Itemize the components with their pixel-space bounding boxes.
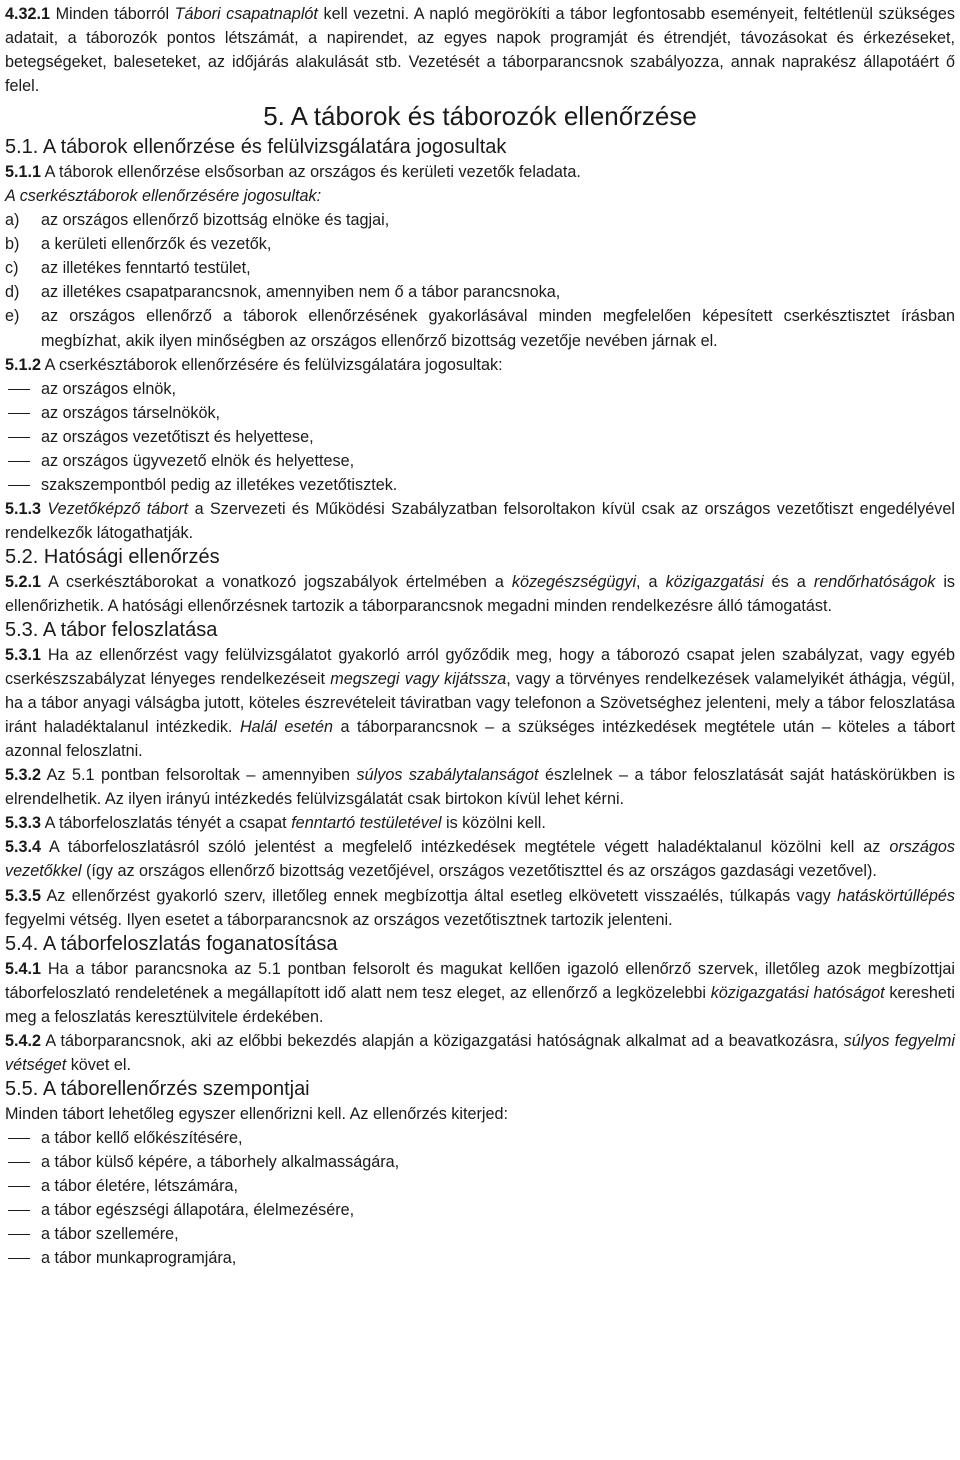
list-item-text: a tábor életére, létszámára, xyxy=(41,1176,239,1195)
list-item-text: a kerületi ellenőrzők és vezetők, xyxy=(41,235,272,254)
paragraph-5-1-2: 5.1.2 A cserkésztáborok ellenőrzésére és felülvizsgálatára jogosultak: xyxy=(5,355,503,374)
section-number: 4.32.1 xyxy=(5,5,51,23)
list-item xyxy=(5,1198,955,1222)
paragraph-5-2-1: 5.2.1 A cserkésztáborokat a vonatkozó jogszabályok értelmében a közegészségügyi, a közigazgatási és a rendőrhatóságok is ellenőrizhetik. A hatósági ellenőrzésnek tartozik a táborparancsnok megadni minden rendelkezésre álló támogatást. xyxy=(5,572,956,615)
paragraph-5-3-3: 5.3.3 A táborfeloszlatás tényét a csapat fenntartó testületével is közölni kell. xyxy=(5,814,546,833)
list-marker: c) xyxy=(5,259,19,278)
list-item xyxy=(5,1126,955,1150)
emphasis: Vezetőképző tábort xyxy=(47,499,189,518)
list-item-text: az illetékes fenntartó testület, xyxy=(41,259,251,278)
dash-marker xyxy=(5,473,41,497)
paragraph-5-3-2: 5.3.2 Az 5.1 pontban felsoroltak – amennyiben súlyos szabálytalanságot észlelnek – a tábor feloszlatását saját hatáskörükben is elrendelhetik. Az ilyen irányú intézkedés felülvizsgálatát csak birtokon kívül lehet kérni. xyxy=(5,766,956,809)
paragraph-5-3-5: 5.3.5 Az ellenőrzést gyakorló szerv, illetőleg ennek megbízottja által esetleg elkövetett visszaélés, túlkapás vagy hatáskörtúllépés fegyelmi vétség. Ilyen esetet a táborparancsnok az országos vezetőtisztnek tartozik jelenteni. xyxy=(5,886,955,929)
list-item-text: az országos elnök, xyxy=(41,379,176,398)
section-number: 5.2.1 xyxy=(5,572,42,591)
list-item xyxy=(5,1222,955,1246)
dash-marker xyxy=(5,377,41,401)
emphasis: országos vezetőkkel xyxy=(5,838,955,881)
emphasis: Halál esetén xyxy=(239,718,333,737)
list-item xyxy=(5,256,955,280)
list-item xyxy=(5,1150,955,1174)
section-number: 5.3.1 xyxy=(5,646,42,665)
list-item-text: az országos ügyvezető elnök és helyettese, xyxy=(41,451,355,470)
section-heading-5-5: 5.5. A táborellenőrzés szempontjai xyxy=(5,1077,310,1100)
list-item xyxy=(5,449,955,473)
list-intro: A cserkésztáborok ellenőrzésére jogosultak: xyxy=(5,187,322,206)
paragraph-5-1-3: 5.1.3 Vezetőképző tábort a Szervezeti és Működési Szabályzatban felsoroltakon kívül csak az országos vezetőtiszt engedélyével rendelkezők látogathatják. xyxy=(5,499,955,542)
emphasis: súlyos fegyelmi vétséget xyxy=(5,1031,955,1074)
emphasis: közegészségügyi xyxy=(511,572,637,591)
dash-marker xyxy=(5,449,41,473)
emphasis: Tábori csapatnaplót xyxy=(174,5,318,23)
list-item-text: az országos ellenőrző a táborok ellenőrzésének gyakorlásával minden megfelelően képesített cserkésztisztet írásban megbízhat, akik ilyen minőségben az országos ellenőrző bizottság vezetője nevében járnak el. xyxy=(41,307,955,350)
emphasis: közigazgatási xyxy=(665,572,764,591)
dash-marker xyxy=(5,401,41,425)
list-item-text: az országos vezetőtiszt és helyettese, xyxy=(41,427,314,446)
list-item-text: a tábor külső képére, a táborhely alkalmasságára, xyxy=(41,1152,400,1171)
paragraph-5-4-2: 5.4.2 A táborparancsnok, aki az előbbi bekezdés alapján a közigazgatási hatóságnak alkalmat ad a beavatkozásra, súlyos fegyelmi vétséget követ el. xyxy=(5,1031,955,1074)
list-item xyxy=(5,280,955,304)
section-heading-5-4: 5.4. A táborfeloszlatás foganatosítása xyxy=(5,932,338,955)
paragraph-5-3-4: 5.3.4 A táborfeloszlatásról szóló jelentést a megfelelő intézkedések megtétele végett haladéktalanul közölni kell az országos vezetőkkel (így az országos ellenőrző bizottság vezetőjével, országos vezetőtiszttel és az országos gazdasági vezetővel). xyxy=(5,838,955,881)
list-item-text: a tábor egészségi állapotára, élelmezésére, xyxy=(41,1201,355,1220)
list-marker: e) xyxy=(5,307,20,326)
dash-marker xyxy=(5,1246,41,1270)
emphasis: megszegi vagy kijátssza xyxy=(330,670,507,689)
section-heading-5-2: 5.2. Hatósági ellenőrzés xyxy=(5,545,220,568)
dash-marker xyxy=(5,1150,41,1174)
list-marker: a) xyxy=(5,211,20,230)
emphasis: súlyos szabálytalanságot xyxy=(356,766,539,785)
dash-marker xyxy=(5,1222,41,1246)
list-item-text: a tábor munkaprogramjára, xyxy=(41,1249,237,1268)
dash-marker xyxy=(5,1126,41,1150)
section-heading-5-3: 5.3. A tábor feloszlatása xyxy=(5,619,218,642)
list-item xyxy=(5,1174,955,1198)
section-number: 5.1.2 xyxy=(5,355,42,374)
list-item-text: a tábor kellő előkészítésére, xyxy=(41,1128,243,1147)
section-number: 5.3.2 xyxy=(5,766,42,785)
list-marker: d) xyxy=(5,283,20,302)
list-item xyxy=(5,1246,955,1270)
dash-marker xyxy=(5,425,41,449)
list-item xyxy=(5,232,955,256)
section-number: 5.3.4 xyxy=(5,838,42,857)
paragraph-5-4-1: 5.4.1 Ha a tábor parancsnoka az 5.1 pontban felsorolt és magukat kellően igazoló ellenőrző szervek, illetőleg azok megbízottjai táborfeloszlató rendeletének a megállapított idő alatt nem tesz eleget, az ellenőrző a legközelebbi közigazgatási hatóságot keresheti meg a feloszlatás keresztülvitele érdekében. xyxy=(5,959,955,1026)
list-item-text: a tábor szellemére, xyxy=(41,1225,179,1244)
dash-marker xyxy=(5,1198,41,1222)
list-item-text: az országos társelnökök, xyxy=(41,403,221,422)
emphasis: közigazgatási hatóságot xyxy=(710,983,885,1002)
list-item xyxy=(5,473,955,497)
section-number: 5.1.1 xyxy=(5,163,42,182)
list-item xyxy=(5,304,955,352)
section-number: 5.4.1 xyxy=(5,959,42,978)
emphasis: fenntartó testületével xyxy=(291,814,442,833)
chapter-heading-5: 5. A táborok és táborozók ellenőrzése xyxy=(263,101,697,132)
section-number: 5.1.3 xyxy=(5,499,42,518)
list-item xyxy=(5,401,955,425)
section-number: 5.3.5 xyxy=(5,886,42,905)
list-marker: b) xyxy=(5,235,20,254)
emphasis: hatáskörtúllépés xyxy=(837,886,955,905)
paragraph-5-3-1: 5.3.1 Ha az ellenőrzést vagy felülvizsgálatot gyakorló arról győződik meg, hogy a táborozó csapat jelen szabályzat, vagy egyéb cserkészszabályzat lényeges rendelkezéseit megszegi vagy kijátssza, vagy a törvényes rendelkezések valamelyikét áthágja, végül, ha a tábor anyagi válságba jutott, köteles észrevételeit táviratban vagy telefonon a Szövetséghez jelenteni, mely a tábor feloszlatása iránt haladéktalanul intézkedik. Halál esetén a táborparancsnok – a szükséges intézkedések megtétele után – köteles a tábort azonnal feloszlatni. xyxy=(5,646,955,761)
list-item xyxy=(5,208,955,232)
dash-marker xyxy=(5,1174,41,1198)
section-number: 5.3.3 xyxy=(5,814,42,833)
list-item-text: az illetékes csapatparancsnok, amennyiben nem ő a tábor parancsnoka, xyxy=(41,283,561,302)
list-item-text: szakszempontból pedig az illetékes vezetőtisztek. xyxy=(41,475,398,494)
emphasis: rendőrhatóságok xyxy=(813,572,936,591)
list-item xyxy=(5,377,955,401)
section-heading-5-1: 5.1. A táborok ellenőrzése és felülvizsgálatára jogosultak xyxy=(5,136,507,159)
list-item-text: az országos ellenőrző bizottság elnöke és tagjai, xyxy=(41,211,390,230)
paragraph-4-32-1: 4.32.1 Minden táborról Tábori csapatnaplót kell vezetni. A napló megörökíti a tábor legfontosabb eseményeit, feltétlenül szükséges adatait, a táborozók pontos létszámát, a napirendet, az egyes napok programját és étrendjét, távozásokat és érkezéseket, betegségeket, baleseteket, az időjárás alakulását stb. Vezetését a táborparancsnok szabályozza, annak naprakész állapotáért ő felel. xyxy=(5,5,955,96)
section-number: 5.4.2 xyxy=(5,1031,42,1050)
paragraph-5-1-1: 5.1.1 A táborok ellenőrzése elsősorban az országos és kerületi vezetők feladata. xyxy=(5,163,581,182)
list-item xyxy=(5,425,955,449)
paragraph-5-5-intro: Minden tábort lehetőleg egyszer ellenőrizni kell. Az ellenőrzés kiterjed: xyxy=(5,1104,508,1123)
